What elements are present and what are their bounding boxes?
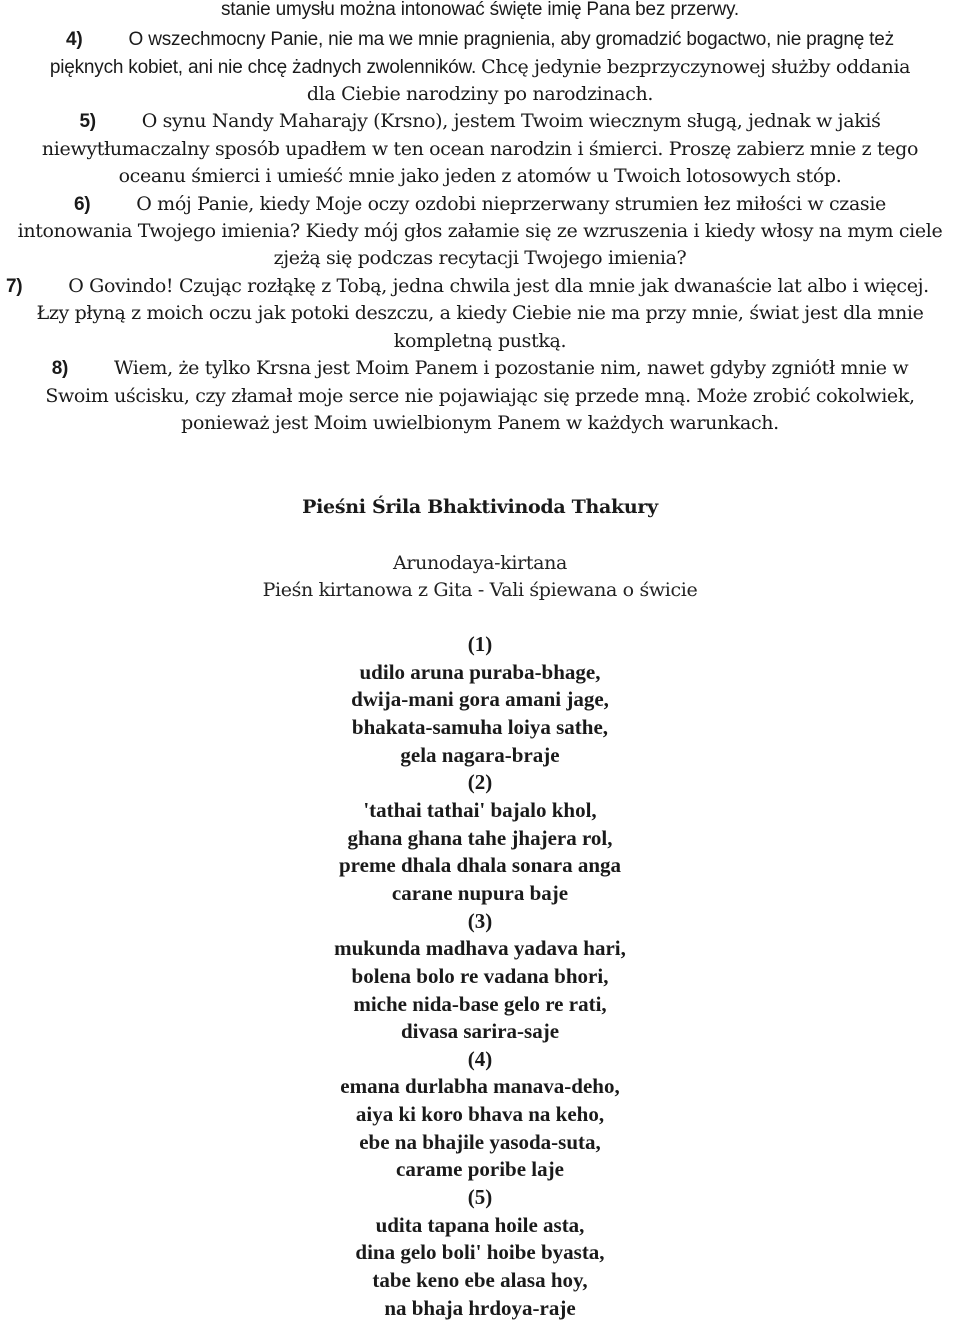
lyric-line: ghana ghana tahe jhajera rol,: [347, 825, 613, 850]
verse-6-text: O mój Panie, kiedy Moje oczy ozdobi nieprzerwany strumien łez miłości w czasie: [136, 193, 886, 215]
verse-8-text: Może zrobić cokolwiek,: [696, 385, 915, 407]
verse-5-text: Proszę zabierz mnie z tego: [668, 138, 919, 160]
lyric-line: mukunda madhava yadava hari,: [334, 936, 626, 961]
stanza-number: (4): [467, 1046, 493, 1071]
text-line: [0, 0, 960, 23]
verse-6-text: intonowania Twojego imienia?: [17, 220, 300, 242]
verse-5-text: O synu Nandy Maharajy (Krsno), jestem Twoim wiecznym sługą, jednak w jakiś: [141, 110, 881, 132]
text-line: [0, 27, 960, 53]
verse-number: 7): [6, 276, 23, 297]
verse-number: 5): [79, 111, 96, 132]
lyric-line: emana durlabha manava-deho,: [340, 1074, 620, 1099]
verse-4-text: pięknych kobiet, ani nie chcę żadnych zwolenników.: [49, 57, 477, 78]
text-line: [0, 328, 960, 354]
verse-number: 4): [66, 29, 83, 50]
verse-6-text: zjeżą się podczas recytacji Twojego imienia?: [273, 247, 687, 269]
verse-4-text: Chcę jedynie bezprzyczynowej służby oddania: [481, 56, 911, 78]
lyric-line: na bhaja hrdoya-raje: [384, 1295, 576, 1320]
lyric-line: gela nagara-braje: [400, 742, 560, 767]
verse-4-text: dla Ciebie narodziny po narodzinach.: [306, 83, 654, 105]
verse-7-text: Czując rozłąkę z Tobą, jedna chwila jest dla mnie jak dwanaście lat albo i więcej.: [178, 275, 929, 297]
text-line: [0, 136, 960, 162]
paragraph-3-end: stanie umysłu można intonować święte imię Pana bez przerwy.: [221, 0, 739, 20]
stanza-number: (5): [467, 1185, 493, 1209]
text-line: [0, 300, 960, 326]
text-line: [0, 410, 960, 436]
text-line: [0, 191, 960, 218]
stanza-number: (1): [467, 632, 493, 656]
verse-8-text: ponieważ jest Moim uwielbionym Panem w każdych warunkach.: [181, 412, 779, 434]
lyric-line: carame poribe laje: [396, 1157, 564, 1182]
text-line: [0, 108, 960, 135]
verse-6-text: Kiedy mój głos załamie się ze wzruszenia i kiedy włosy na mym ciele: [305, 220, 943, 242]
verse-7-text: kompletną pustką.: [393, 330, 567, 352]
lyric-line: 'tathai tathai' bajalo khol,: [363, 797, 597, 822]
lyric-line: bhakata-samuha loiya sathe,: [351, 715, 609, 739]
text-line: [0, 218, 960, 244]
lyric-line: carane nupura baje: [391, 880, 569, 905]
section-title: Pieśni Śrila Bhaktivinoda Thakury: [302, 496, 658, 518]
song-subtitle: Pieśn kirtanowa z Gita - Vali śpiewana o świcie: [262, 579, 698, 601]
text-line: [0, 355, 960, 382]
text-line: [0, 163, 960, 189]
lyric-line: udilo aruna puraba-bhage,: [359, 659, 601, 684]
verse-8-text: Wiem, że tylko Krsna jest Moim Panem i pozostanie nim, nawet gdyby zgniótł mnie w: [113, 357, 909, 379]
stanza-number: (2): [467, 770, 493, 795]
lyric-line: udita tapana hoile asta,: [375, 1212, 585, 1237]
text-line: [0, 245, 960, 271]
text-line: [0, 54, 960, 81]
lyric-line: tabe keno ebe alasa hoy,: [372, 1267, 588, 1292]
verse-7-text: O Govindo!: [68, 275, 174, 297]
verse-5-text: oceanu śmierci i umieść mnie jako jeden z atomów u Twoich lotosowych stóp.: [118, 165, 842, 187]
text-line: [6, 273, 958, 300]
verse-number: 8): [51, 358, 68, 379]
verse-5-text: niewytłumaczalny sposób upadłem w ten ocean narodzin i śmierci.: [41, 138, 664, 160]
lyric-line: bolena bolo re vadana bhori,: [351, 963, 609, 988]
lyric-line: divasa sarira-saje: [400, 1019, 560, 1044]
lyric-line: ebe na bhajile yasoda-suta,: [359, 1129, 601, 1154]
lyric-line: aiya ki koro bhava na keho,: [355, 1102, 605, 1126]
stanza-number: (3): [467, 908, 493, 933]
text-line: [0, 81, 960, 107]
song-title: Arunodaya-kirtana: [393, 552, 567, 574]
verse-number: 6): [74, 194, 91, 215]
lyric-line: miche nida-base gelo re rati,: [353, 991, 607, 1016]
lyric-line: dina gelo boli' hoibe byasta,: [355, 1240, 605, 1265]
verse-8-text: Swoim uścisku, czy złamał moje serce nie pojawiając się przede mną.: [45, 385, 691, 407]
verse-4-text: O wszechmocny Panie, nie ma we mnie pragnienia, aby gromadzić bogactwo, nie pragnę też: [128, 29, 894, 50]
lyric-line: preme dhala dhala sonara anga: [339, 853, 621, 878]
lyric-line: dwija-mani gora amani jage,: [351, 687, 609, 712]
text-line: [0, 383, 960, 409]
verse-7-text: Łzy płyną z moich oczu jak potoki deszczu, a kiedy Ciebie nie ma przy mnie, świat jest dla mnie: [36, 302, 924, 324]
